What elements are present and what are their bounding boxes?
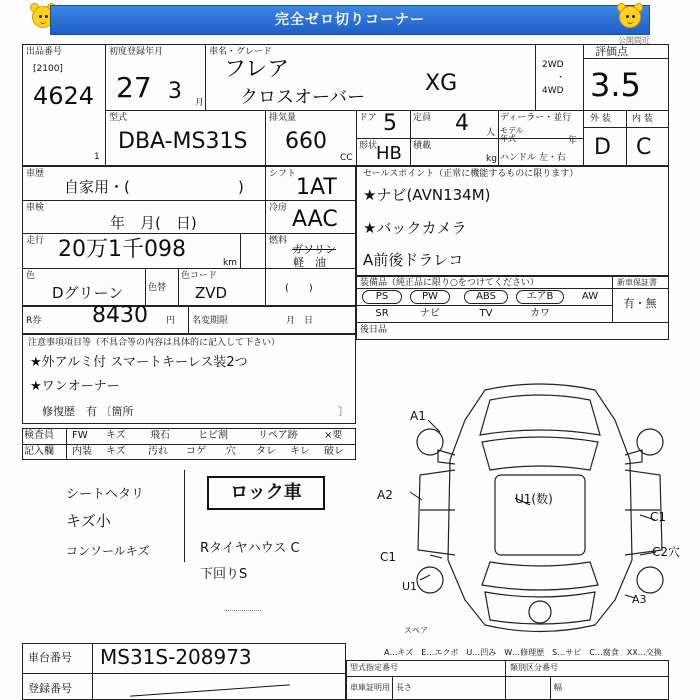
person-unit: 人 [486,128,496,138]
kg-unit: kg [486,154,497,164]
category-number-label: 類別区分番号 [510,663,558,672]
model-mark: 1 [94,152,100,162]
mark-u1-count: U1(数) [515,492,553,506]
insp-interior: 内装 [72,446,92,457]
body-value: HB [376,143,402,164]
year-unit: 年 [568,136,578,146]
model-year-label: モデル 年式 [500,126,524,143]
displacement-label: 排気量 [269,113,297,123]
doors-value: 5 [383,111,397,136]
fuel-paren: ( ) [285,283,313,294]
lot-label: 出品番号 [26,47,63,57]
remark-left-1: シートヘタリ [66,487,145,502]
deadline-value: 月 日 [286,316,314,326]
insp-kizu: キズ [106,430,126,441]
interior-grade: C [636,135,652,160]
insp-int-hole: 穴 [226,446,236,457]
drive-4wd: 4WD [542,86,564,96]
equip-abs: ABS [464,290,508,304]
car-variant: クロスオーバー [240,87,366,108]
mark-u1: U1 [402,580,418,593]
mark-a2: A2 [377,488,393,502]
insp-need: ×要 [324,430,343,441]
score-value: 3.5 [590,66,641,104]
shift-value: 1AT [296,175,337,200]
shift-label: シフト [269,169,297,179]
warranty-label: 新車保証書 [617,278,657,287]
auction-sheet: 完全ゼロ切りコーナー 公開間近 出品番号 [2100] 4624 初度登録年月 27 3 月 車名・グレード フレア XG クロスオーバー 2WD ・ 4WD 評価点 3.5 型式 DBA-MS31S 1 排気量 660 CC ドア 5 定員 4 人 形状 HB 積載 kg ディーラー・並行 モデル 年式 年 ハンドル 左・右 外 装 内 装 D C 車歴 自家用・( ) 車検 年 月( 日) 走行 20万1千098 km シフト 1AT 冷房 AAC 燃料 ガソリン 軽 油 ( ) 色 Dグリーン 色替 色コード ZVD R券 8430 円 名変期限 月 日 セールスポイント（正常に機能するものに限ります） ★ナビ(AVN134M) ★バックカメラ A前後ドラレコ 装備品（純正品に限り○をつけてください） 新車保証書 PS PW ABS エアB AW SR ナビ TV カワ 有・無 後日品 注意事項項目等（不具合等の内容は具体的に記入して下さい） ★外アルミ付 スマートキーレス装2つ ★ワンオーナー 修復歴 有 〔箇所 〕 検査員 記入欄 FW キズ 飛石 ヒビ割 リペア跡 ×要 内装 キズ 汚れ コゲ 穴 タレ キレ 破レ シートヘタリ キズ小 コンソールキズ ロック車 Rタイヤハウス C 下回りS A1 A2 U1(数) C1 C1 C2穴 U1 A3 スペア A…キズ E…エクボ U…凹み W…修理歴 S…サビ C…腐食 XX…交換 車台番号 MS31S-208973 登録番号 型式指定番号 類別区分番号 車庫証明用 長さ 幅 [0,0,700,700]
insp-int-sag: タレ [256,446,276,457]
color-change-label: 色替 [148,283,167,293]
mileage-value: 20万1千098 [58,237,186,262]
fuel-label: 燃料 [269,236,288,246]
sales-point-1: ★ナビ(AVN134M) [363,186,491,204]
equip-ps: PS [362,290,402,304]
mark-c2-hole: C2穴 [652,545,681,559]
yen-unit: 円 [166,316,176,326]
sales-point-2: ★バックカメラ [363,219,467,237]
lot-number: 4624 [33,82,95,110]
inspector-row1-label: 検査員 [24,430,54,441]
insp-repair: リペア跡 [258,430,298,441]
drive-2wd: 2WD [542,60,564,70]
mark-a3: A3 [632,593,647,606]
color-value: Dグリーン [52,284,124,302]
equip-leather: カワ [530,308,550,319]
color-label: 色 [26,271,36,281]
faint-mark [225,610,261,629]
doors-label: ドア [359,113,377,123]
exterior-label: 外 装 [590,114,611,124]
note-line-2: ★ワンオーナー [30,379,120,394]
mark-c1-right: C1 [650,510,667,524]
equipment-label: 装備品（純正品に限り○をつけてください） [360,278,539,288]
equip-tv: TV [479,308,493,319]
insp-int-cut: キレ [290,446,310,457]
inspection-value: 年 月( 日) [110,214,197,232]
certificate-label: 車庫証明用 [350,683,390,692]
chassis-number: MS31S-208973 [100,645,252,669]
note-line-1: ★外アルミ付 スマートキーレス装2つ [30,355,248,370]
equip-navi: ナビ [420,308,440,319]
equip-pw: PW [410,290,450,304]
capacity-label: 定員 [413,113,432,123]
mascot-right-icon [615,3,645,33]
name-label: 車名・グレード [209,47,273,57]
width-label: 幅 [554,683,562,692]
exterior-grade: D [594,135,611,160]
recycle-label: R券 [26,316,42,326]
color-code-label: 色コード [181,271,218,281]
sales-points-label: セールスポイント（正常に機能するものに限ります） [363,169,579,179]
handle-label: ハンドル 左・右 [500,153,566,163]
first-reg-month: 3 [168,79,182,104]
insp-int-kizu: キズ [106,446,126,457]
month-unit: 月 [195,98,205,108]
corner-mark: 公開間近 [618,36,650,45]
sales-point-3: A前後ドラレコ [363,251,464,269]
aircon-value: AAC [292,207,338,232]
usage-value: 自家用・( [64,178,130,196]
usage-close: ) [238,178,244,196]
lot-sub: [2100] [33,64,63,74]
score-label: 評価点 [595,45,628,58]
fuel-alt: 軽 油 [293,256,326,269]
remark-right-2: 下回りS [200,567,248,582]
insp-tobiishi: 飛石 [150,430,170,441]
insp-hibiware: ヒビ割 [198,430,228,441]
length-label: 長さ [396,683,412,692]
warranty-value: 有・無 [623,297,657,310]
first-reg-year: 27 [116,71,152,104]
rear-items-label: 後日品 [360,325,388,335]
equip-sr: SR [375,308,389,319]
insp-fw: FW [72,430,88,441]
usage-label: 車歴 [26,169,45,179]
model-label: 型式 [109,113,128,123]
body-label: 形状 [359,141,378,151]
mark-spare: スペア [404,626,428,635]
dealer-label: ディーラー・並行 [500,113,572,123]
interior-label: 内 装 [632,114,653,124]
registration-label: 登録番号 [28,682,72,695]
load-label: 積載 [413,141,432,151]
remark-left-2: キズ小 [66,512,111,530]
model-value: DBA-MS31S [118,129,248,154]
remark-right-1: Rタイヤハウス C [200,541,300,556]
cc-unit: CC [340,153,353,163]
deadline-label: 名変期限 [192,316,229,326]
insp-int-tear: 破レ [324,446,344,457]
displacement-value: 660 [285,129,327,154]
chassis-label: 車台番号 [28,651,72,664]
first-reg-label: 初度登録年月 [109,47,164,57]
equip-aw: AW [581,291,599,302]
notes-label: 注意事項項目等（不具合等の内容は具体的に記入して下さい） [28,338,281,348]
mark-a1: A1 [410,409,426,423]
car-grade: XG [425,71,458,96]
banner-title: 完全ゼロ切りコーナー [50,5,650,35]
capacity-value: 4 [455,111,469,136]
insp-int-dirt: 汚れ [148,446,168,457]
car-name: フレア [224,57,290,82]
remark-left-3: コンソールキズ [66,544,150,558]
insp-int-burn: コゲ [186,446,206,457]
equip-airbag: エアB [516,290,564,304]
repair-label: 修復歴 有 〔箇所 [42,405,134,418]
lock-stamp: ロック車 [207,476,325,510]
km-unit: km [223,258,237,268]
mileage-label: 走行 [26,236,45,246]
inspector-row2-label: 記入欄 [24,446,54,457]
recycle-value: 8430 [92,303,148,328]
aircon-label: 冷房 [269,203,288,213]
repair-close: 〕 [338,405,349,418]
inspection-label: 車検 [26,203,45,213]
color-code-value: ZVD [195,284,228,302]
fuel-value: ガソリン [292,243,336,256]
legend: A…キズ E…エクボ U…凹み W…修理歴 S…サビ C…腐食 XX…交換 [384,648,662,657]
mark-c1-left: C1 [380,550,397,564]
model-designation-label: 型式指定番号 [350,663,398,672]
